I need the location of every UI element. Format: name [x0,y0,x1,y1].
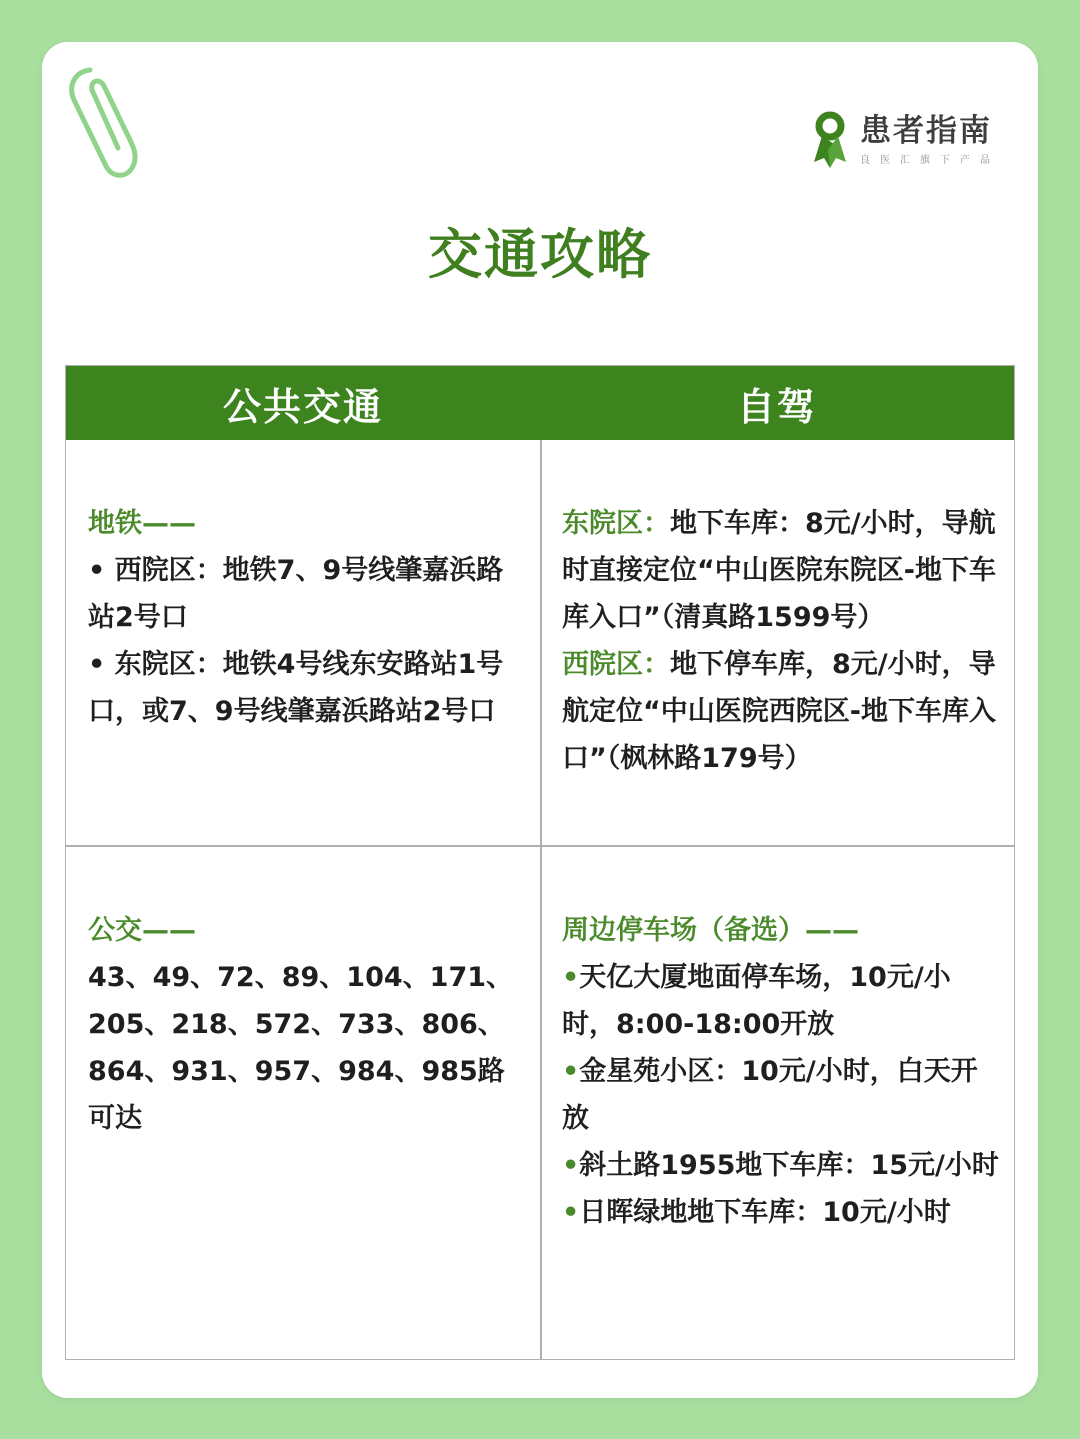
driving-west-text: 地下停车库，8元/小时，导航定位“中山医院西院区-地下车库入口”（枫林路179号） [562,649,996,774]
ribbon-logo-icon [810,110,850,170]
bus-heading: 公交—— [88,915,196,946]
parking-item: •斜土路1955地下车库：15元/小时 [562,1150,999,1181]
row-divider [66,845,1014,847]
transport-table [65,365,1015,1360]
subway-cell [88,500,528,735]
page-title: 交通攻略 [428,223,652,286]
bus-cell [88,907,528,1142]
driving-west [562,641,1004,782]
parking-item: •日晖绿地地下车库：10元/小时 [562,1197,951,1228]
driving-east [562,500,1004,641]
subway-heading: 地铁—— [88,508,196,539]
brand [810,110,1000,170]
header-public-transport: 公共交通 [222,384,383,429]
column-divider [540,440,542,1359]
brand-subtitle: 良医汇旗下产品 [860,155,1000,166]
driving-east-label: 东院区： [562,508,670,539]
brand-name: 患者指南 [860,113,992,149]
header-self-driving: 自驾 [736,384,817,429]
driving-west-label: 西院区： [562,649,670,680]
bus-routes: 43、49、72、89、104、171、205、218、572、733、806、864、931、957、984、985路可达 [88,962,514,1134]
table-header [66,366,1014,440]
subway-west: • 西院区：地铁7、9号线肇嘉浜路站2号口 [88,555,504,633]
driving-cell [562,500,1004,782]
subway-east: • 东院区：地铁4号线东安路站1号口，或7、9号线肇嘉浜路站2号口 [88,649,504,727]
driving-east-text: 地下车库：8元/小时，导航时直接定位“中山医院东院区-地下车库入口”（清真路1599号） [562,508,996,633]
parking-heading: 周边停车场（备选）—— [562,915,859,946]
parking-item: •天亿大厦地面停车场，10元/小时，8:00-18:00开放 [562,962,951,1040]
paperclip-icon [60,62,150,182]
parking-item: •金星苑小区：10元/小时，白天开放 [562,1056,978,1134]
parking-cell [562,907,1004,1236]
